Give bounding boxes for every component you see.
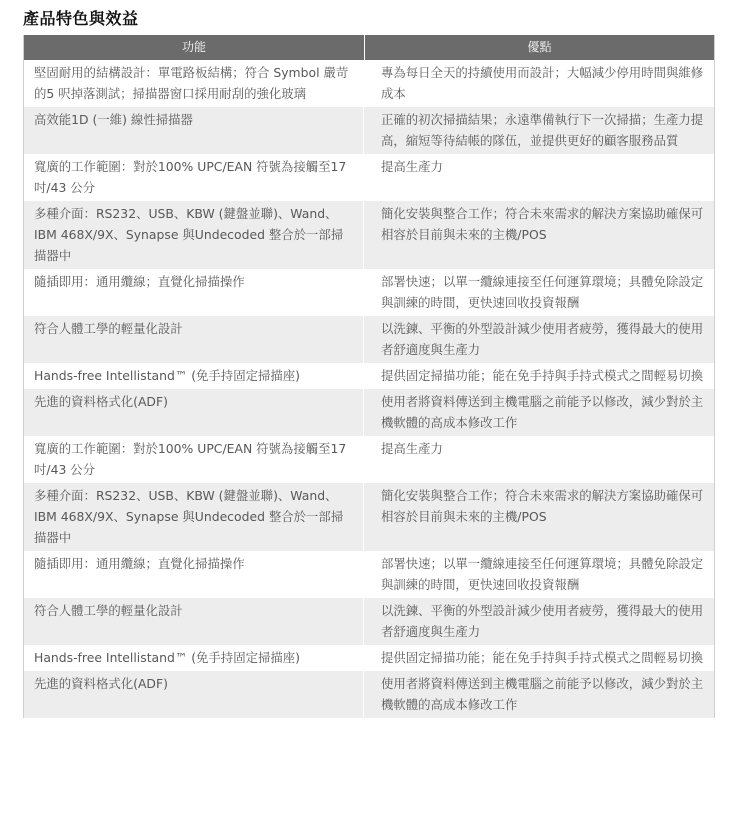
benefit-cell: 部署快速；以單一纜線連接至任何運算環境；具體免除設定與訓練的時間，更快速回收投資報酬: [381, 274, 704, 310]
table-row: [24, 154, 714, 201]
benefit-cell: 以洗鍊、平衡的外型設計減少使用者疲勞，獲得最大的使用者舒適度與生產力: [381, 603, 704, 639]
benefit-cell: 以洗鍊、平衡的外型設計減少使用者疲勞，獲得最大的使用者舒適度與生產力: [381, 321, 704, 357]
table-row: [24, 671, 714, 718]
table-row: [24, 107, 714, 154]
feature-cell: 堅固耐用的結構設計：單電路板結構；符合 Symbol 嚴苛的5 呎掉落測試；掃描器窗口採用耐刮的強化玻璃: [24, 60, 364, 107]
table-header: [24, 35, 714, 60]
table-body: [24, 60, 714, 718]
features-table: [23, 35, 715, 718]
header-benefit: 優點: [527, 40, 552, 54]
benefit-cell: 簡化安裝與整合工作；符合未來需求的解決方案協助確保可相容於目前與未來的主機/POS: [381, 206, 704, 242]
table-row: [24, 363, 714, 389]
table-row: [24, 201, 714, 269]
feature-cell: Hands-free Intellistand™ (免手持固定掃描座): [24, 363, 364, 389]
table-row: [24, 436, 714, 483]
benefit-cell: 提高生產力: [381, 441, 443, 456]
table-row: [24, 316, 714, 363]
benefit-cell: 使用者將資料傳送到主機電腦之前能予以修改，減少對於主機軟體的高成本修改工作: [381, 394, 704, 430]
table-row: [24, 645, 714, 671]
benefit-cell: 提供固定掃描功能；能在免手持與手持式模式之間輕易切換: [381, 650, 704, 665]
table-row: [24, 483, 714, 551]
table-row: [24, 389, 714, 436]
feature-cell: 隨插即用：通用纜線；直覺化掃描操作: [24, 551, 364, 598]
feature-cell: 高效能1D (一維) 線性掃描器: [24, 107, 364, 154]
benefit-cell: 部署快速；以單一纜線連接至任何運算環境；具體免除設定與訓練的時間，更快速回收投資報酬: [381, 556, 704, 592]
feature-cell: Hands-free Intellistand™ (免手持固定掃描座): [24, 645, 364, 671]
table-row: [24, 551, 714, 598]
benefit-cell: 提高生產力: [381, 159, 443, 174]
benefit-cell: 提供固定掃描功能；能在免手持與手持式模式之間輕易切換: [381, 368, 704, 383]
feature-cell: 多種介面：RS232、USB、KBW (鍵盤並聯)、Wand、IBM 468X/9X、Synapse 與Undecoded 整合於一部掃描器中: [24, 483, 364, 551]
page-title: 產品特色與效益: [23, 9, 139, 28]
benefit-cell: 簡化安裝與整合工作；符合未來需求的解決方案協助確保可相容於目前與未來的主機/POS: [381, 488, 704, 524]
header-feature: 功能: [24, 35, 365, 60]
feature-cell: 符合人體工學的輕量化設計: [24, 598, 364, 645]
feature-cell: 隨插即用：通用纜線；直覺化掃描操作: [24, 269, 364, 316]
benefit-cell: 專為每日全天的持續使用而設計；大幅減少停用時間與維修成本: [381, 65, 704, 101]
benefit-cell: 使用者將資料傳送到主機電腦之前能予以修改，減少對於主機軟體的高成本修改工作: [381, 676, 704, 712]
table-row: [24, 60, 714, 107]
feature-cell: 先進的資料格式化(ADF): [24, 671, 364, 718]
feature-cell: 多種介面：RS232、USB、KBW (鍵盤並聯)、Wand、IBM 468X/9X、Synapse 與Undecoded 整合於一部掃描器中: [24, 201, 364, 269]
feature-cell: 符合人體工學的輕量化設計: [24, 316, 364, 363]
benefit-cell: 正確的初次掃描結果；永遠準備執行下一次掃描；生產力提高，縮短等待結帳的隊伍，並提供更好的顧客服務品質: [381, 112, 704, 148]
table-row: [24, 598, 714, 645]
feature-cell: 先進的資料格式化(ADF): [24, 389, 364, 436]
feature-cell: 寬廣的工作範圍：對於100% UPC/EAN 符號為接觸至17 吋/43 公分: [24, 436, 364, 483]
table-row: [24, 269, 714, 316]
feature-cell: 寬廣的工作範圍：對於100% UPC/EAN 符號為接觸至17 吋/43 公分: [24, 154, 364, 201]
